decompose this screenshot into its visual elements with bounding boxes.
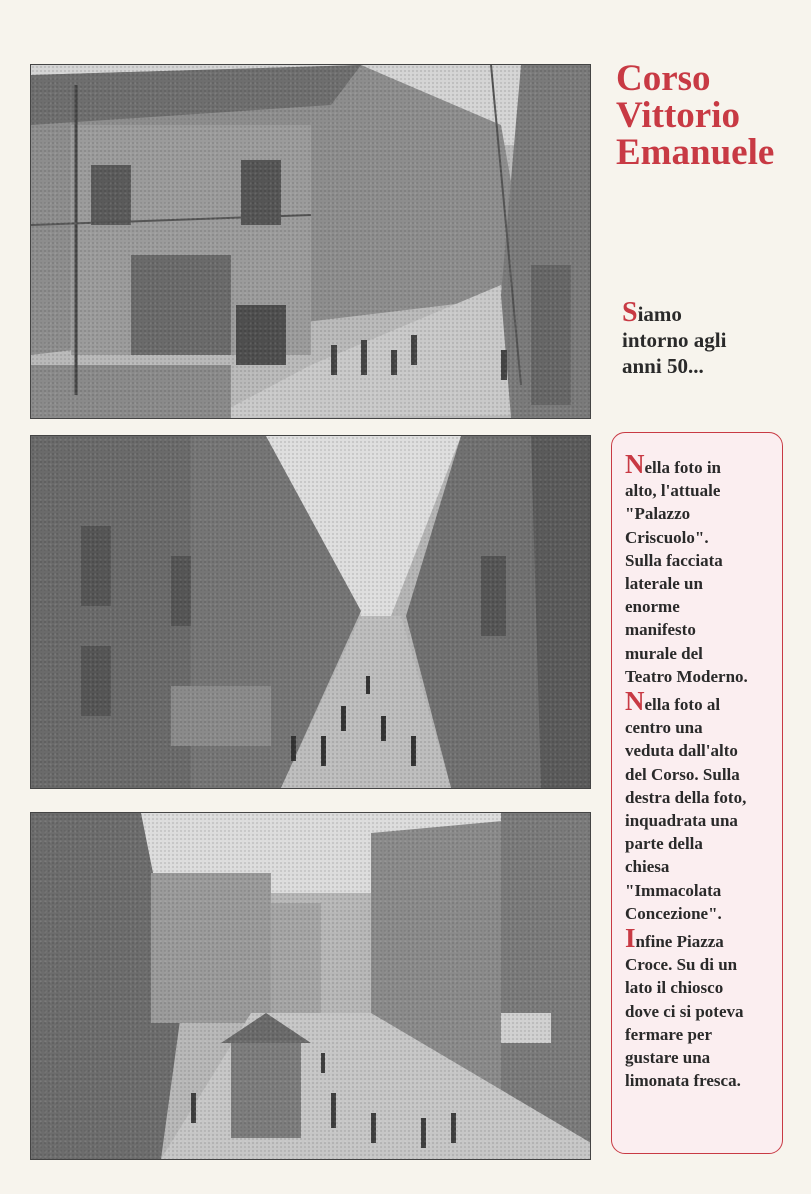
title-line-2: Vittorio: [616, 95, 740, 136]
caption-line: destra della foto,: [625, 787, 747, 807]
title-line-1: Corso: [616, 58, 711, 99]
title-line-3: Emanuele: [616, 132, 775, 173]
intro-text: [622, 297, 792, 379]
caption-line: Sulla facciata: [625, 550, 723, 570]
caption-line: dove ci si poteva: [625, 1001, 744, 1021]
intro-line-3: anni 50...: [622, 354, 704, 378]
intro-line-1: iamo: [637, 302, 682, 326]
drop-cap: I: [625, 923, 636, 954]
caption-line: del Corso. Sulla: [625, 764, 740, 784]
caption-top-photo: [625, 449, 775, 688]
caption-line: nfine Piazza: [635, 932, 724, 952]
caption-line: fermare per: [625, 1024, 712, 1044]
photo-corso-aerial-view: [30, 435, 591, 789]
caption-line: ella foto in: [644, 458, 721, 477]
caption-line: Croce. Su di un: [625, 955, 738, 975]
caption-text: [625, 449, 775, 1094]
caption-box: [611, 432, 783, 1154]
caption-line: centro una: [625, 718, 703, 738]
caption-line: inquadrata una: [625, 811, 738, 831]
intro-drop-cap: S: [622, 297, 638, 328]
caption-line: limonata fresca.: [625, 1071, 741, 1091]
caption-line: parte della: [625, 834, 703, 854]
caption-line: ella foto al: [644, 695, 721, 715]
intro-line-2: intorno agli: [622, 328, 727, 352]
caption-line: "Immacolata: [625, 880, 722, 900]
drop-cap: N: [625, 686, 645, 717]
caption-line: gustare una: [625, 1048, 711, 1068]
caption-line: chiesa: [625, 857, 670, 877]
caption-line: manifesto: [625, 620, 696, 640]
caption-line: veduta dall'alto: [625, 741, 738, 761]
caption-line: Criscuolo".: [625, 527, 709, 547]
caption-line: enorme: [625, 597, 680, 617]
photo-palazzo-criscuolo: [30, 64, 591, 419]
caption-line: laterale un: [625, 574, 703, 594]
caption-line: murale del: [625, 643, 703, 663]
drop-cap: N: [625, 449, 645, 479]
caption-line: alto, l'attuale: [625, 481, 721, 501]
caption-line: Concezione".: [625, 903, 722, 923]
caption-line: lato il chiosco: [625, 978, 724, 998]
photo-piazza-croce: [30, 812, 591, 1160]
caption-line: Teatro Moderno.: [625, 666, 748, 686]
caption-middle-photo: [625, 686, 775, 925]
caption-bottom-photo: [625, 923, 775, 1092]
caption-line: "Palazzo: [625, 504, 691, 524]
article-title: [616, 60, 806, 171]
